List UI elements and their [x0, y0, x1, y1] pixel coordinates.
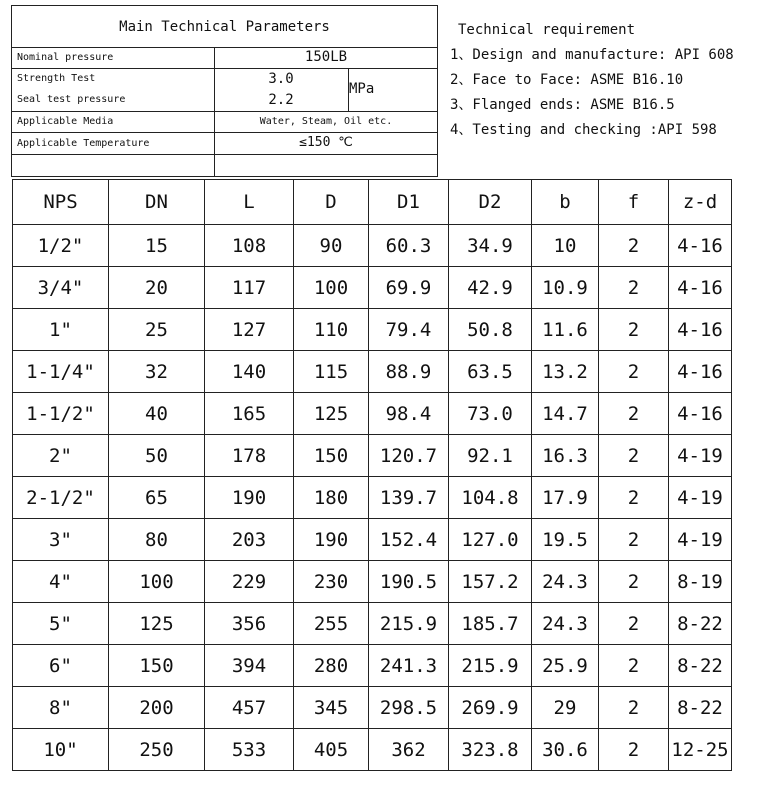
table-cell: 10.9: [532, 267, 599, 309]
table-row: [13, 477, 732, 519]
table-cell: 100: [294, 267, 369, 309]
table-cell: 405: [294, 729, 369, 771]
tech-item: 4、Testing and checking :API 598: [450, 122, 717, 138]
param-label: Applicable Media: [17, 116, 114, 127]
table-cell: 150: [109, 645, 205, 687]
table-cell: 8-22: [669, 603, 732, 645]
tech-item: 3、Flanged ends: ASME B16.5: [450, 97, 675, 113]
param-row-temperature: [12, 133, 437, 154]
table-cell: 60.3: [369, 225, 449, 267]
table-cell: 203: [205, 519, 294, 561]
table-cell: 80: [109, 519, 205, 561]
table-cell: 2: [599, 309, 669, 351]
table-cell: 104.8: [449, 477, 532, 519]
table-cell: 20: [109, 267, 205, 309]
table-cell: 2: [599, 687, 669, 729]
table-cell: 11.6: [532, 309, 599, 351]
table-cell: 10: [532, 225, 599, 267]
param-value: Water, Steam, Oil etc.: [259, 116, 393, 127]
table-cell: 298.5: [369, 687, 449, 729]
param-value: 3.0: [268, 71, 294, 87]
table-cell: 2": [13, 435, 109, 477]
table-cell: 4-16: [669, 225, 732, 267]
table-cell: 2: [599, 519, 669, 561]
table-cell: 73.0: [449, 393, 532, 435]
table-cell: 13.2: [532, 351, 599, 393]
table-cell: 157.2: [449, 561, 532, 603]
table-cell: 4-16: [669, 309, 732, 351]
table-cell: 255: [294, 603, 369, 645]
table-cell: 92.1: [449, 435, 532, 477]
table-cell: 215.9: [449, 645, 532, 687]
param-value: 2.2: [268, 92, 294, 108]
table-cell: 24.3: [532, 603, 599, 645]
table-cell: 32: [109, 351, 205, 393]
param-row-nominal-pressure: [12, 48, 437, 68]
table-cell: 120.7: [369, 435, 449, 477]
table-cell: 178: [205, 435, 294, 477]
table-cell: 140: [205, 351, 294, 393]
param-label: Strength Test: [17, 73, 96, 84]
table-cell: 152.4: [369, 519, 449, 561]
table-cell: 2: [599, 603, 669, 645]
header-cell: f: [599, 180, 669, 225]
table-cell: 4-16: [669, 351, 732, 393]
table-cell: 4": [13, 561, 109, 603]
table-cell: 2: [599, 477, 669, 519]
table-cell: 8-19: [669, 561, 732, 603]
table-cell: 127.0: [449, 519, 532, 561]
table-cell: 29: [532, 687, 599, 729]
table-cell: 25.9: [532, 645, 599, 687]
table-cell: 14.7: [532, 393, 599, 435]
table-cell: 115: [294, 351, 369, 393]
table-cell: 4-16: [669, 267, 732, 309]
table-cell: 5": [13, 603, 109, 645]
table-row: [13, 309, 732, 351]
table-cell: 2: [599, 393, 669, 435]
table-cell: 1-1/2": [13, 393, 109, 435]
table-row: [13, 645, 732, 687]
header-cell: b: [532, 180, 599, 225]
table-cell: 50.8: [449, 309, 532, 351]
header-cell: L: [205, 180, 294, 225]
table-cell: 17.9: [532, 477, 599, 519]
params-title: Main Technical Parameters: [12, 6, 437, 48]
table-cell: 110: [294, 309, 369, 351]
table-cell: 127: [205, 309, 294, 351]
table-cell: 457: [205, 687, 294, 729]
table-cell: 40: [109, 393, 205, 435]
table-row: [13, 267, 732, 309]
table-cell: 241.3: [369, 645, 449, 687]
param-unit: MPa: [349, 81, 375, 97]
table-cell: 12-25: [669, 729, 732, 771]
technical-requirements: [450, 18, 773, 143]
table-cell: 229: [205, 561, 294, 603]
param-row-media: [12, 112, 437, 132]
table-cell: 19.5: [532, 519, 599, 561]
table-cell: 2-1/2": [13, 477, 109, 519]
param-label: Nominal pressure: [17, 52, 114, 63]
table-cell: 125: [109, 603, 205, 645]
table-cell: 150: [294, 435, 369, 477]
tech-item: 1、Design and manufacture: API 608: [450, 47, 734, 63]
table-row: [13, 225, 732, 267]
table-cell: 185.7: [449, 603, 532, 645]
table-row: [13, 435, 732, 477]
table-cell: 180: [294, 477, 369, 519]
header-cell: D2: [449, 180, 532, 225]
table-cell: 34.9: [449, 225, 532, 267]
table-cell: 323.8: [449, 729, 532, 771]
table-cell: 2: [599, 225, 669, 267]
table-cell: 24.3: [532, 561, 599, 603]
header-cell: NPS: [13, 180, 109, 225]
table-cell: 65: [109, 477, 205, 519]
table-cell: 139.7: [369, 477, 449, 519]
tech-item: 2、Face to Face: ASME B16.10: [450, 72, 684, 88]
table-cell: 2: [599, 561, 669, 603]
table-cell: 90: [294, 225, 369, 267]
table-cell: 30.6: [532, 729, 599, 771]
table-cell: 1/2": [13, 225, 109, 267]
param-value: ≤150 ℃: [299, 135, 353, 150]
table-cell: 125: [294, 393, 369, 435]
table-cell: 117: [205, 267, 294, 309]
table-cell: 533: [205, 729, 294, 771]
table-cell: 345: [294, 687, 369, 729]
header-row: [13, 180, 732, 225]
table-cell: 230: [294, 561, 369, 603]
table-cell: 4-16: [669, 393, 732, 435]
table-cell: 2: [599, 645, 669, 687]
param-label: Seal test pressure: [17, 94, 126, 105]
dimensions-table: [12, 179, 732, 771]
table-cell: 394: [205, 645, 294, 687]
header-cell: D: [294, 180, 369, 225]
table-cell: 2: [599, 729, 669, 771]
table-cell: 79.4: [369, 309, 449, 351]
header-cell: D1: [369, 180, 449, 225]
header-cell: DN: [109, 180, 205, 225]
table-row: [13, 519, 732, 561]
header-cell: z-d: [669, 180, 732, 225]
table-cell: 2: [599, 267, 669, 309]
table-cell: 88.9: [369, 351, 449, 393]
table-cell: 215.9: [369, 603, 449, 645]
table-cell: 165: [205, 393, 294, 435]
param-label: Applicable Temperature: [17, 138, 150, 149]
table-cell: 50: [109, 435, 205, 477]
table-cell: 4-19: [669, 477, 732, 519]
table-cell: 8-22: [669, 645, 732, 687]
table-cell: 16.3: [532, 435, 599, 477]
table-cell: 190: [294, 519, 369, 561]
table-cell: 100: [109, 561, 205, 603]
table-cell: 1-1/4": [13, 351, 109, 393]
table-cell: 69.9: [369, 267, 449, 309]
table-cell: 250: [109, 729, 205, 771]
table-cell: 269.9: [449, 687, 532, 729]
table-cell: 356: [205, 603, 294, 645]
table-cell: 25: [109, 309, 205, 351]
table-row: [13, 393, 732, 435]
table-cell: 15: [109, 225, 205, 267]
main-technical-parameters-table: [11, 5, 438, 177]
table-row: [13, 561, 732, 603]
table-cell: 190: [205, 477, 294, 519]
tech-title: Technical requirement: [458, 22, 636, 38]
params-row-line: [12, 154, 437, 155]
table-cell: 8": [13, 687, 109, 729]
table-cell: 108: [205, 225, 294, 267]
table-row: [13, 603, 732, 645]
table-cell: 4-19: [669, 519, 732, 561]
param-value: 150LB: [304, 49, 348, 65]
table-cell: 2: [599, 435, 669, 477]
table-cell: 280: [294, 645, 369, 687]
table-cell: 42.9: [449, 267, 532, 309]
table-cell: 3": [13, 519, 109, 561]
table-cell: 3/4": [13, 267, 109, 309]
table-cell: 362: [369, 729, 449, 771]
table-cell: 63.5: [449, 351, 532, 393]
table-cell: 8-22: [669, 687, 732, 729]
table-cell: 98.4: [369, 393, 449, 435]
table-cell: 1": [13, 309, 109, 351]
table-row: [13, 729, 732, 771]
table-cell: 200: [109, 687, 205, 729]
table-cell: 4-19: [669, 435, 732, 477]
table-cell: 2: [599, 351, 669, 393]
table-row: [13, 687, 732, 729]
table-cell: 190.5: [369, 561, 449, 603]
table-row: [13, 351, 732, 393]
table-cell: 10": [13, 729, 109, 771]
table-cell: 6": [13, 645, 109, 687]
